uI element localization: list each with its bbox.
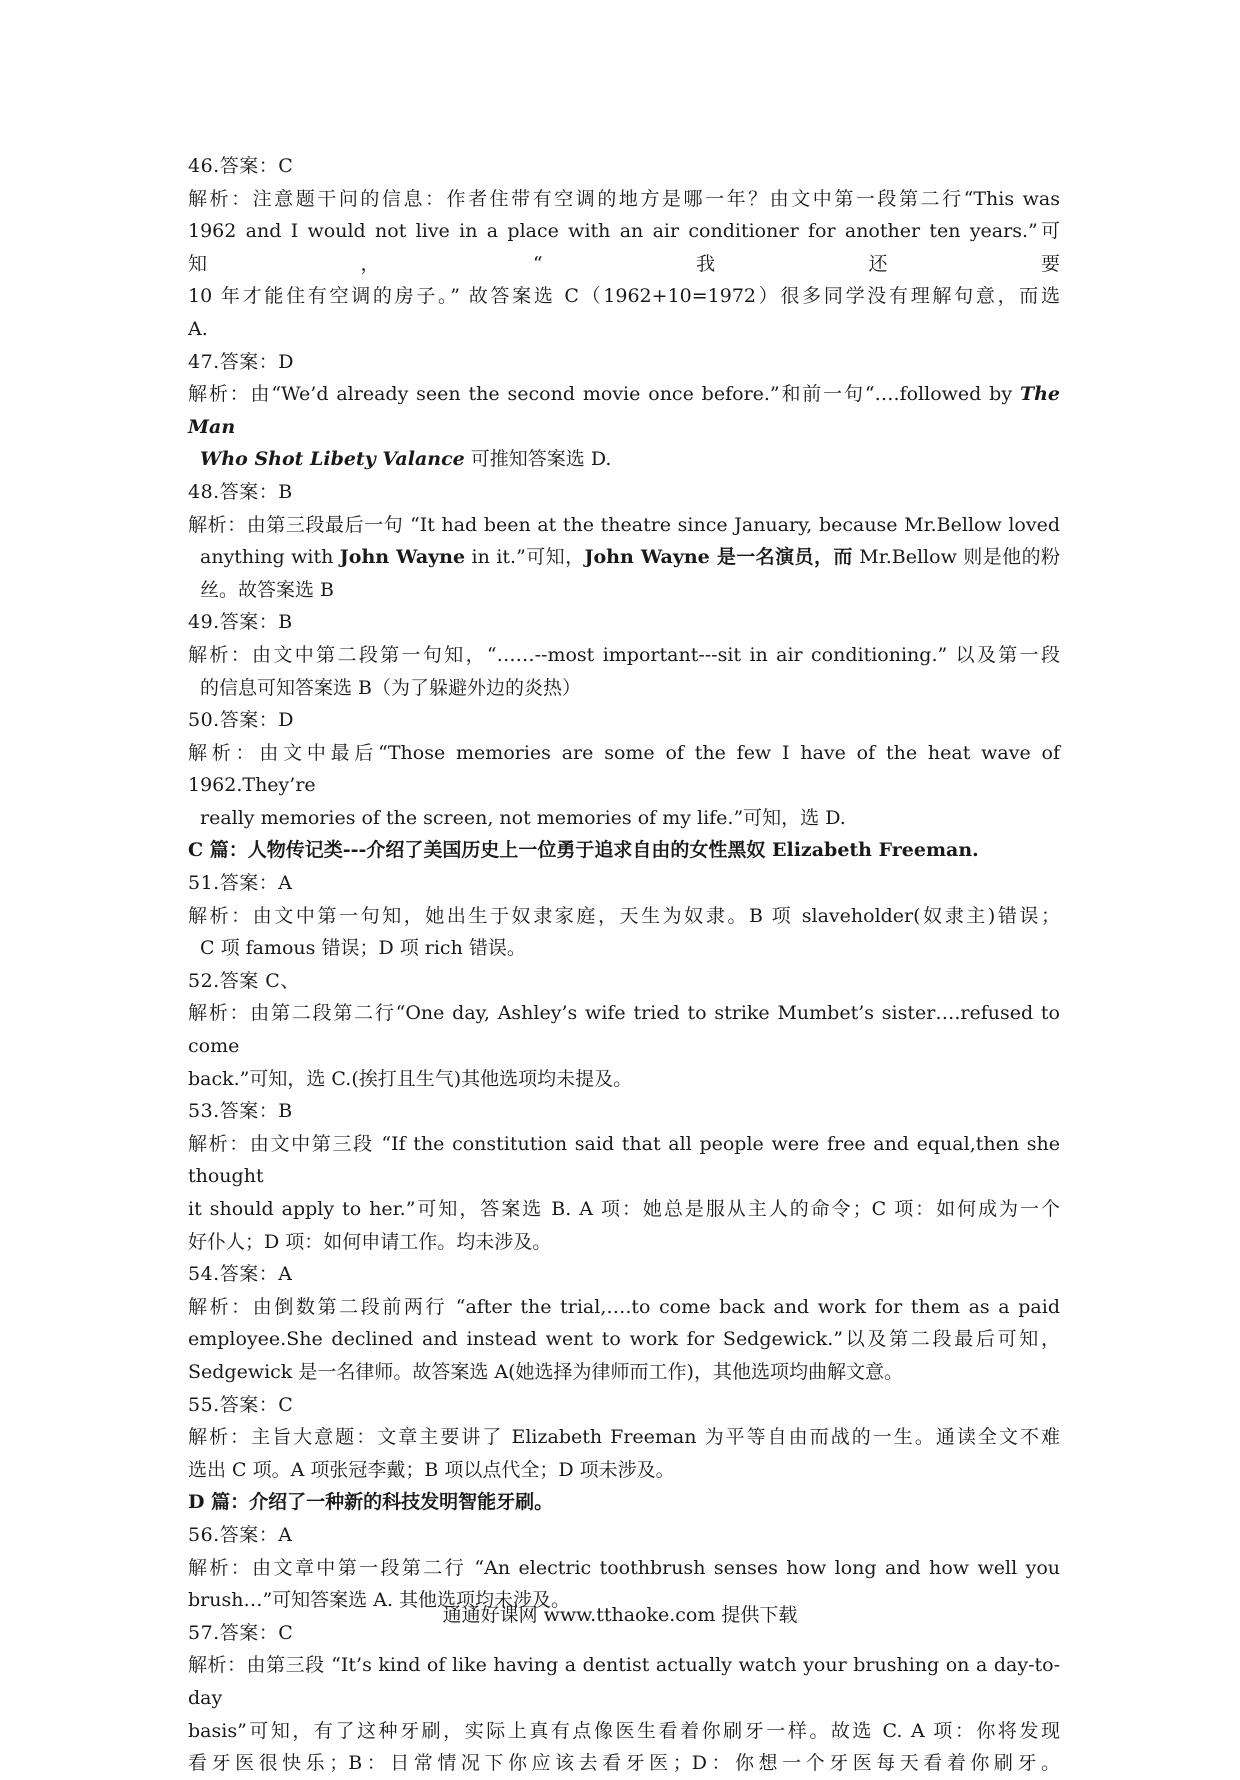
q46-explanation-line-3: 10 年才能住有空调的房子。” 故答案选 C（1962+10=1972）很多同学没有理解句意，而选 [188, 285, 1060, 308]
q48-explanation-line-3: 丝。故答案选 B [200, 578, 335, 601]
q48-actor-name: John Wayne [339, 546, 466, 569]
page-footer: 通通好课网 www.tthaoke.com 提供下载 [442, 1604, 798, 1626]
q54-explanation-line-1: 解析：由倒数第二段前两行 “after the trial,….to come back and work for them as a paid [188, 1295, 1060, 1318]
q49-answer: 49.答案：B [188, 611, 293, 634]
q46-explanation-line-4: A. [188, 317, 208, 340]
q52-explanation-line-2: back.”可知，选 C.(挨打且生气)其他选项均未提及。 [188, 1067, 633, 1090]
q57-answer: 57.答案：C [188, 1621, 294, 1644]
q53-explanation-line-2: it should apply to her.”可知，答案选 B. A 项：她总是服从主人的命令；C 项：如何成为一个 [188, 1198, 1060, 1220]
q53-explanation-line-1: 解析：由文中第三段 “If the constitution said that all people were free and equal,then she thought [188, 1132, 1060, 1188]
q46-explanation-line-1: 解析：注意题干问的信息：作者住带有空调的地方是哪一年？由文中第一段第二行“This was [188, 187, 1060, 210]
q47-movie-title-part2: Who Shot Libety Valance [200, 448, 465, 471]
section-d-heading: D 篇：介绍了一种新的科技发明智能牙刷。 [188, 1491, 554, 1514]
q48-answer: 48.答案：B [188, 480, 293, 503]
q50-explanation-line-2: really memories of the screen, not memories of my life.”可知，选 D. [200, 806, 846, 829]
q50-explanation-line-1: 解析：由文中最后“Those memories are some of the few I have of the heat wave of 1962.They’re [188, 741, 1060, 797]
q49-explanation-line-2: 的信息可知答案选 B（为了躲避外边的炎热） [200, 676, 582, 699]
q47-line1-text: 解析：由“We’d already seen the second movie once before.”和前一句“….followed by [188, 383, 1020, 406]
q57-explanation-line-2: basis”可知，有了这种牙刷，实际上真有点像医生看着你刷牙一样。故选 C. A 项：你将发现 [188, 1719, 1060, 1742]
q55-explanation-line-1: 解析：主旨大意题：文章主要讲了 Elizabeth Freeman 为平等自由而战的一生。通读全文不难 [188, 1426, 1060, 1449]
q51-answer: 51.答案：A [188, 872, 293, 895]
q54-explanation-line-3: Sedgewick 是一名律师。故答案选 A(她选择为律师而工作)，其他选项均曲解文意。 [188, 1360, 903, 1383]
q53-explanation-line-3: 好仆人；D 项：如何申请工作。均未涉及。 [188, 1230, 552, 1253]
q47-explanation-line-2 [188, 443, 1060, 476]
section-c-heading: C 篇：人物传记类---介绍了美国历史上一位勇于追求自由的女性黑奴 Elizabeth Freeman. [188, 839, 979, 862]
q47-movie-title-part1: The Man [188, 383, 1060, 438]
q54-answer: 54.答案：A [188, 1263, 293, 1286]
q48-line2-mid: in it.”可知， [465, 546, 585, 569]
q52-answer: 52.答案 C、 [188, 969, 300, 992]
q48-line2-post: Mr.Bellow 则是他的粉 [852, 546, 1061, 569]
q52-explanation-line-1: 解析：由第二段第二行“One day, Ashley’s wife tried to strike Mumbet’s sister….refused to come [188, 1002, 1060, 1058]
q57-explanation-line-3: 看牙医很快乐；B：日常情况下你应该去看牙医；D：你想一个牙医每天看着你刷牙。 [188, 1752, 1060, 1775]
q47-line2-text: 可推知答案选 D. [464, 448, 612, 471]
answer-key-document [188, 150, 1060, 1780]
q56-explanation-line-2: brush…”可知答案选 A. 其他选项均未涉及。 [188, 1589, 571, 1612]
q51-explanation-line-1: 解析：由文中第一句知，她出生于奴隶家庭，天生为奴隶。B 项 slaveholder(奴隶主)错误； [188, 904, 1060, 927]
q46-answer: 46.答案：C [188, 155, 294, 177]
q54-explanation-line-2: employee.She declined and instead went to work for Sedgewick.”以及第二段最后可知， [188, 1328, 1060, 1351]
q48-explanation-line-2 [188, 541, 1060, 574]
q46-explanation-line-2: 1962 and I would not live in a place with an air conditioner for another ten years.”可知，“我还要 [188, 220, 1060, 275]
q56-explanation-line-1: 解析：由文章中第一段第二行 “An electric toothbrush senses how long and how well you [188, 1556, 1060, 1579]
q48-actor-statement: John Wayne 是一名演员，而 [584, 546, 853, 569]
q48-line2-pre: anything with [200, 546, 340, 569]
q56-answer: 56.答案：A [188, 1523, 293, 1546]
q48-explanation-line-1: 解析：由第三段最后一句 “It had been at the theatre since January, because Mr.Bellow loved [188, 513, 1060, 536]
q50-answer: 50.答案：D [188, 709, 294, 732]
q55-explanation-line-2: 选出 C 项。A 项张冠李戴；B 项以点代全；D 项未涉及。 [188, 1458, 675, 1481]
q47-explanation-line-1 [188, 378, 1060, 443]
q47-answer: 47.答案：D [188, 350, 294, 373]
q53-answer: 53.答案：B [188, 1100, 293, 1123]
q57-explanation-line-1: 解析：由第三段 “It’s kind of like having a dentist actually watch your brushing on a day-to-day [188, 1654, 1060, 1709]
q49-explanation-line-1: 解析：由文中第二段第一句知，“……--most important---sit in air conditioning.” 以及第一段 [188, 643, 1060, 666]
q55-answer: 55.答案：C [188, 1393, 294, 1416]
q51-explanation-line-2: C 项 famous 错误；D 项 rich 错误。 [200, 937, 526, 960]
